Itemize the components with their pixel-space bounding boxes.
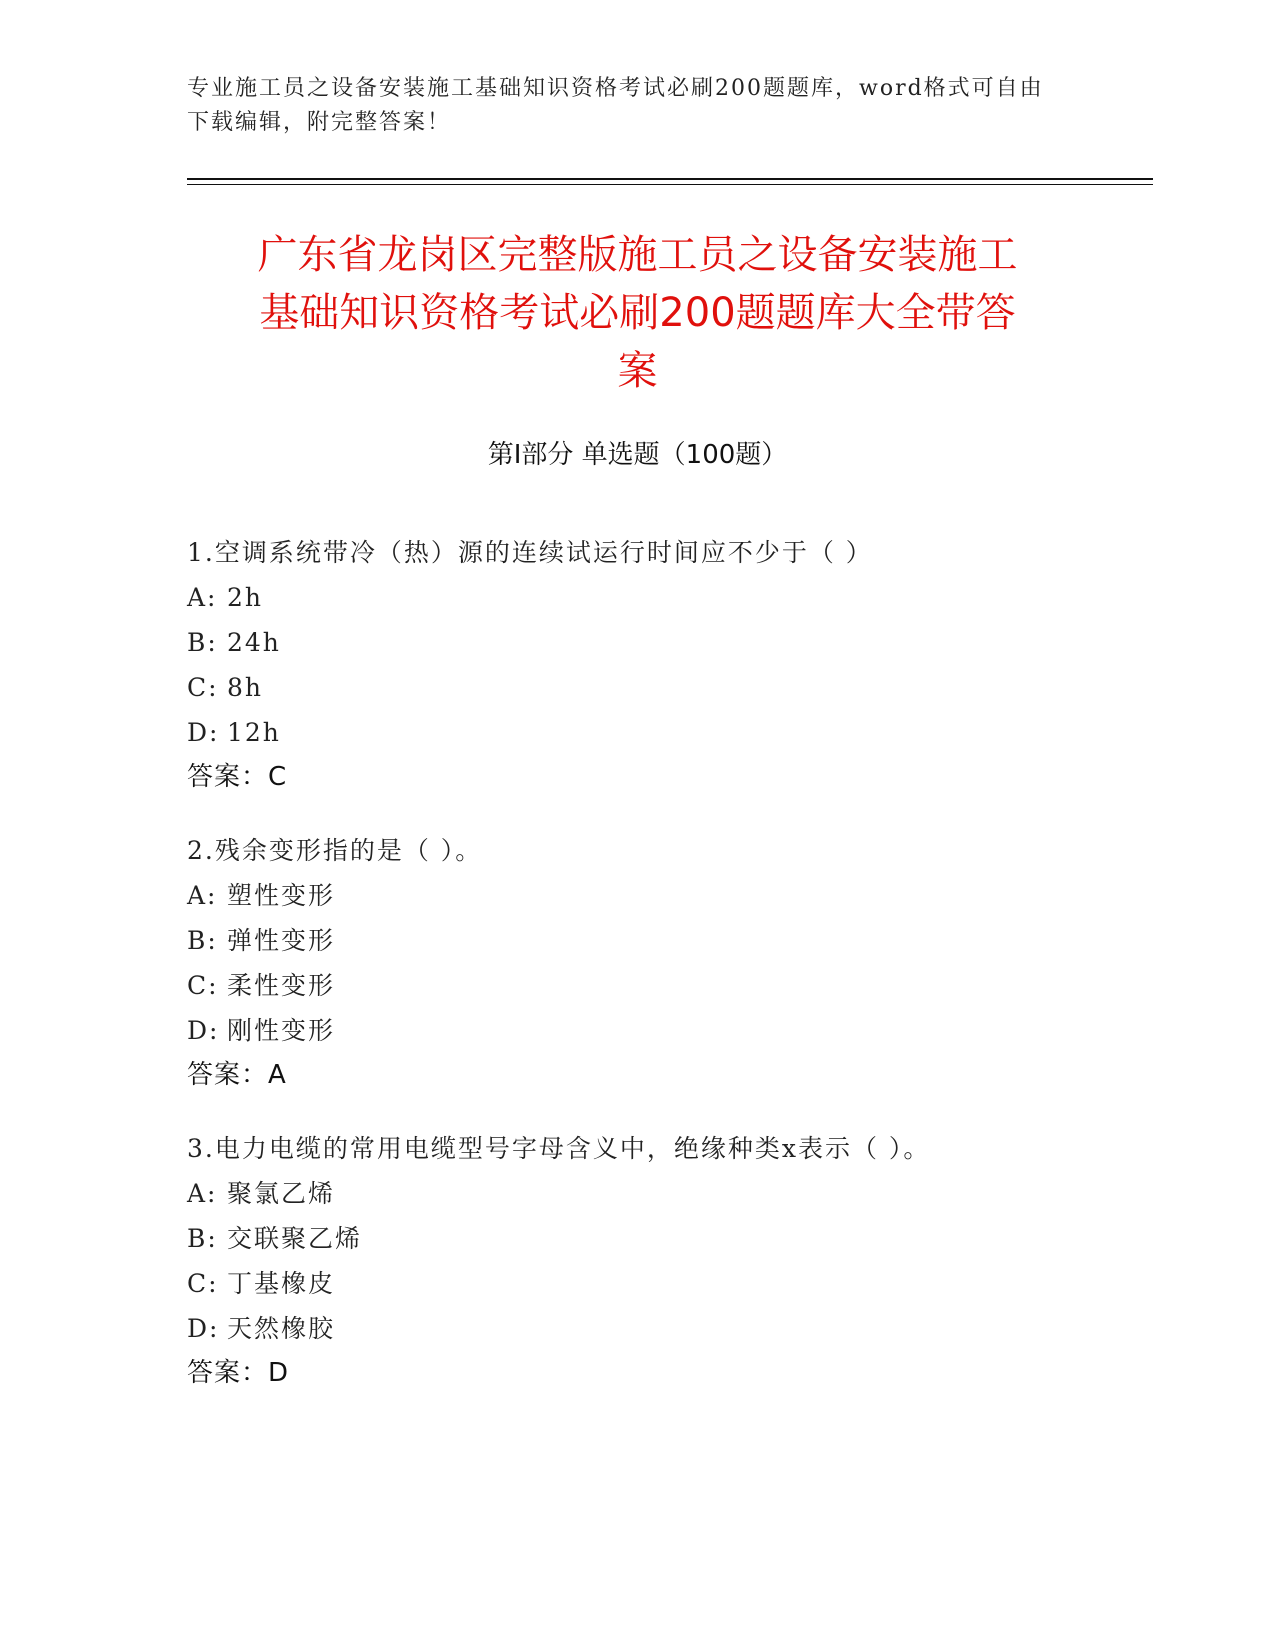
option-b	[187, 918, 1147, 963]
title-line-1: 广东省龙岗区完整版施工员之设备安装施工	[257, 232, 1018, 278]
option-label: B:	[187, 1224, 218, 1253]
option-text: 2h	[227, 583, 264, 612]
option-text: 刚性变形	[227, 1016, 336, 1045]
option-text: 塑性变形	[227, 881, 336, 910]
option-text: 8h	[227, 673, 264, 702]
title-line-3: 案	[617, 348, 658, 394]
option-d	[187, 1306, 1147, 1351]
answer-line: 答案：C	[187, 762, 288, 792]
option-label: A:	[187, 1179, 218, 1208]
intro-line-2: 下载编辑，附完整答案！	[187, 110, 452, 135]
option-text: 聚氯乙烯	[227, 1179, 336, 1208]
option-a	[187, 575, 1147, 620]
option-c	[187, 665, 1147, 710]
option-label: C:	[187, 971, 219, 1000]
document-title	[190, 226, 1085, 400]
option-b	[187, 1216, 1147, 1261]
option-text: 丁基橡皮	[227, 1269, 336, 1298]
section-heading: 第Ⅰ部分 单选题（100题）	[487, 440, 788, 470]
question-stem: 1.空调系统带冷（热）源的连续试运行时间应不少于（ ）	[187, 538, 873, 567]
option-label: C:	[187, 1269, 219, 1298]
option-text: 交联聚乙烯	[227, 1224, 363, 1253]
option-label: D:	[187, 1016, 220, 1045]
question-item	[187, 530, 1147, 800]
intro-text	[187, 72, 1087, 140]
question-item	[187, 1126, 1147, 1396]
option-c	[187, 963, 1147, 1008]
option-label: B:	[187, 926, 218, 955]
header-divider-thick	[187, 178, 1153, 180]
option-label: C:	[187, 673, 219, 702]
option-text: 弹性变形	[227, 926, 336, 955]
option-c	[187, 1261, 1147, 1306]
option-a	[187, 873, 1147, 918]
question-stem: 2.残余变形指的是（ ）。	[187, 836, 483, 865]
question-item	[187, 828, 1147, 1098]
option-label: B:	[187, 628, 218, 657]
option-d	[187, 710, 1147, 755]
answer-line: 答案：A	[187, 1060, 287, 1090]
option-b	[187, 620, 1147, 665]
question-list	[187, 530, 1147, 1424]
option-d	[187, 1008, 1147, 1053]
title-line-2: 基础知识资格考试必刷200题题库大全带答	[259, 290, 1016, 336]
intro-line-1: 专业施工员之设备安装施工基础知识资格考试必刷200题题库，word格式可自由	[187, 76, 1044, 101]
header-divider-thin	[187, 184, 1153, 185]
option-label: A:	[187, 583, 218, 612]
option-label: D:	[187, 718, 220, 747]
question-stem: 3.电力电缆的常用电缆型号字母含义中，绝缘种类x表示（ ）。	[187, 1134, 931, 1163]
option-text: 天然橡胶	[227, 1314, 336, 1343]
answer-line: 答案：D	[187, 1358, 290, 1388]
option-text: 24h	[227, 628, 281, 657]
option-label: D:	[187, 1314, 220, 1343]
option-a	[187, 1171, 1147, 1216]
option-text: 12h	[227, 718, 281, 747]
option-label: A:	[187, 881, 218, 910]
option-text: 柔性变形	[227, 971, 336, 1000]
